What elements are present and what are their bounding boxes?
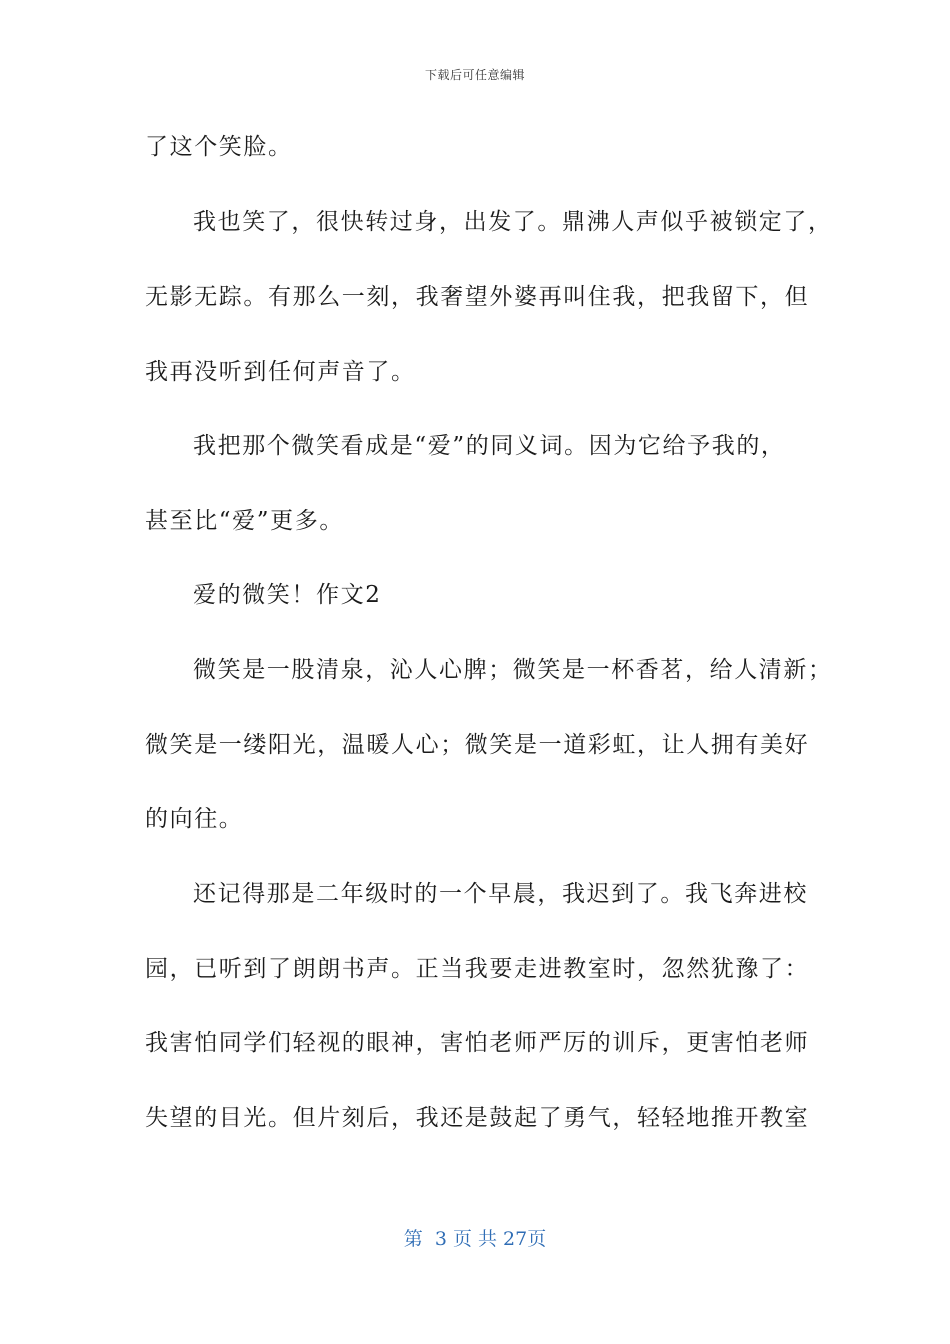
page-number-footer: 第 3 页 共 27页 — [403, 1228, 547, 1250]
text-line: 失望的目光。但片刻后，我还是鼓起了勇气，轻轻地推开教室 — [145, 1105, 810, 1131]
text-line: 我也笑了，很快转过身，出发了。鼎沸人声似乎被锁定了， — [193, 209, 833, 235]
page-header: 下载后可任意编辑 — [424, 68, 525, 82]
text-line: 微笑是一股清泉，沁人心脾；微笑是一杯香茗，给人清新； — [193, 657, 833, 683]
section-heading: 爱的微笑！作文2 — [193, 582, 382, 608]
text-line: 我害怕同学们轻视的眼神，害怕老师严厉的训斥，更害怕老师 — [145, 1030, 810, 1056]
text-line: 园，已听到了朗朗书声。正当我要走进教室时，忽然犹豫了： — [145, 956, 810, 982]
text-line: 了这个笑脸。 — [145, 134, 293, 160]
text-line: 甚至比“爱”更多。 — [145, 508, 344, 534]
text-line: 我把那个微笑看成是“爱”的同义词。因为它给予我的， — [193, 433, 786, 459]
text-line: 无影无踪。有那么一刻，我奢望外婆再叫住我，把我留下，但 — [145, 284, 810, 310]
text-line: 我再没听到任何声音了。 — [145, 359, 416, 385]
text-line: 还记得那是二年级时的一个早晨，我迟到了。我飞奔进校 — [193, 881, 808, 907]
text-line: 微笑是一缕阳光，温暖人心；微笑是一道彩虹，让人拥有美好 — [145, 732, 810, 758]
text-line: 的向往。 — [145, 806, 244, 832]
